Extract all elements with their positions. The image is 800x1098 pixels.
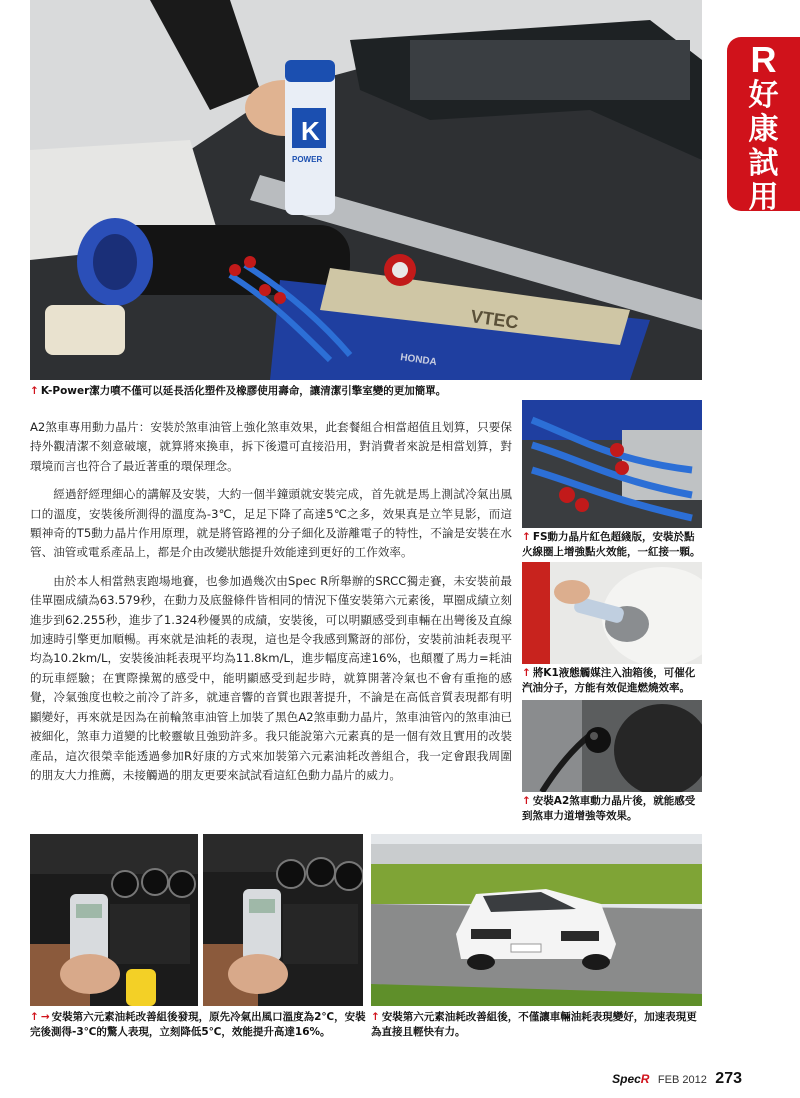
can-power-label: POWER [292,155,323,164]
fuel-filler-caption: ↑ 將K1液態觸媒注入油箱後，可催化汽油分子，方能有效促進燃燒效率。 [522,667,696,694]
up-arrow-icon: ↑ [30,385,39,397]
paragraph-2: 經過舒經理細心的講解及安裝，大約一個半鐘頭就安裝完成，首先就是馬上測試冷氣出風口的溫度，安裝後所測得的溫度為-3℃，足足下降了高達5℃之多，效果真是立竿見影，而這顆神奇的T5動力晶片作用原理，就是將管路裡的分子細化及游離電子的特性，不論是安裝在水管、油管或電系產品上，都是介由改變狀態提升效能達到更好的工作效率。 [30,487,512,560]
up-arrow-icon: ↑ [371,1011,380,1023]
section-tag-char-4: 用 [748,180,779,215]
section-tag-char-2: 康 [748,112,779,147]
engine-photo-caption: ↑ K-Power潔力噴不僅可以延長活化塑件及橡膠使用壽命，讓清潔引擎室變的更加簡單。 [30,385,447,397]
engine-vtec-label: VTEC [469,306,520,333]
paragraph-1: A2煞車專用動力晶片：安裝於煞車油管上強化煞車效果，此套餐組合相當超值且划算，只要保持外觀清潔不刻意破壞，就算將來換車，拆下後還可直接沿用，對消費者來說是相當划算，對環境而言也符合了最近著重的環保理念。 [30,420,512,473]
plug-wire-photo [522,400,702,528]
can-k-letter: K [301,116,320,146]
up-arrow-icon: ↑ [30,1011,39,1023]
up-arrow-icon: ↑ [522,531,531,543]
section-tag-char-1: 好 [748,78,779,113]
brake-chip-photo [522,700,702,792]
track-photo [371,834,702,1006]
article-body [30,418,512,785]
issue-date: FEB 2012 [657,1074,707,1086]
vent-temp-caption: ↑ → 安裝第六元素油耗改善組後發現，原先冷氣出風口溫度為2℃，安裝完後測得-3℃的驚人表現，立刻降低5℃，效能提升高達16%。 [30,1011,366,1038]
engine-bay-photo [30,0,702,380]
up-arrow-icon: ↑ [522,795,531,807]
page-number: 273 [715,1070,742,1087]
engine-honda-label: HONDA [399,352,438,369]
section-tag-r-haokang [727,37,800,215]
magazine-brand: SpecR [612,1072,650,1086]
right-arrow-icon: → [40,1011,50,1023]
up-arrow-icon: ↑ [522,667,531,679]
page-footer [612,1070,742,1088]
fuel-filler-photo [522,562,702,664]
paragraph-3: 由於本人相當熱衷跑場地賽，也參加過幾次由Spec R所舉辦的SRCC獨走賽，未安裝前最佳單圈成績為63.579秒，在動力及底盤條件皆相同的情況下僅安裝第六元素後，單圈成績立刻進步到62.255秒，進步了1.324秒優異的成績，安裝後，可以明顯感受到車輛在出彎後及直線加速時引擎更加順暢。再來就是油耗的表現，這也是令我感到驚訝的部份，安裝前油耗表現平均為10.2km/L，安裝後油耗表現平均為11.8km/L，進步幅度高達16%，也顛覆了馬力=耗油的玩車經驗；在實際操駕的感受中，能明顯感受到起步時，就算開著冷氣也不會有重拖的感覺，冷氣強度也較之前冷了許多，就連音響的音質也跟著提升，不論是在高低音質表現都有明顯變好，再來就是因為在前輪煞車油管上加裝了黑色A2煞車動力晶片，煞車油管內的煞車油已被細化，煞車力道變的比較靈敏且強勁許多。我只能說第六元素真的是一個有效且實用的改裝產品，這次很榮幸能透過參加R好康的方式來加裝第六元素油耗改善組合，我一定會跟我周圍的朋友大力推薦，未接觸過的朋友更要來試試看這紅色動力晶片的威力。 [30,573,512,782]
plug-wire-caption: ↑ FS動力晶片紅色超綫版，安裝於點火線圈上增強點火效能，一紅接一顆。 [522,531,701,558]
vent-temp-after-photo [203,834,363,1006]
brake-chip-caption: ↑ 安裝A2煞車動力晶片後，就能感受到煞車力道增強等效果。 [522,795,696,822]
vent-temp-before-photo [30,834,198,1006]
track-caption: ↑ 安裝第六元素油耗改善組後，不僅讓車輛油耗表現變好，加速表現更為直接且輕快有力。 [371,1011,697,1038]
section-tag-letter: R [750,39,777,80]
section-tag-char-3: 試 [748,146,779,181]
